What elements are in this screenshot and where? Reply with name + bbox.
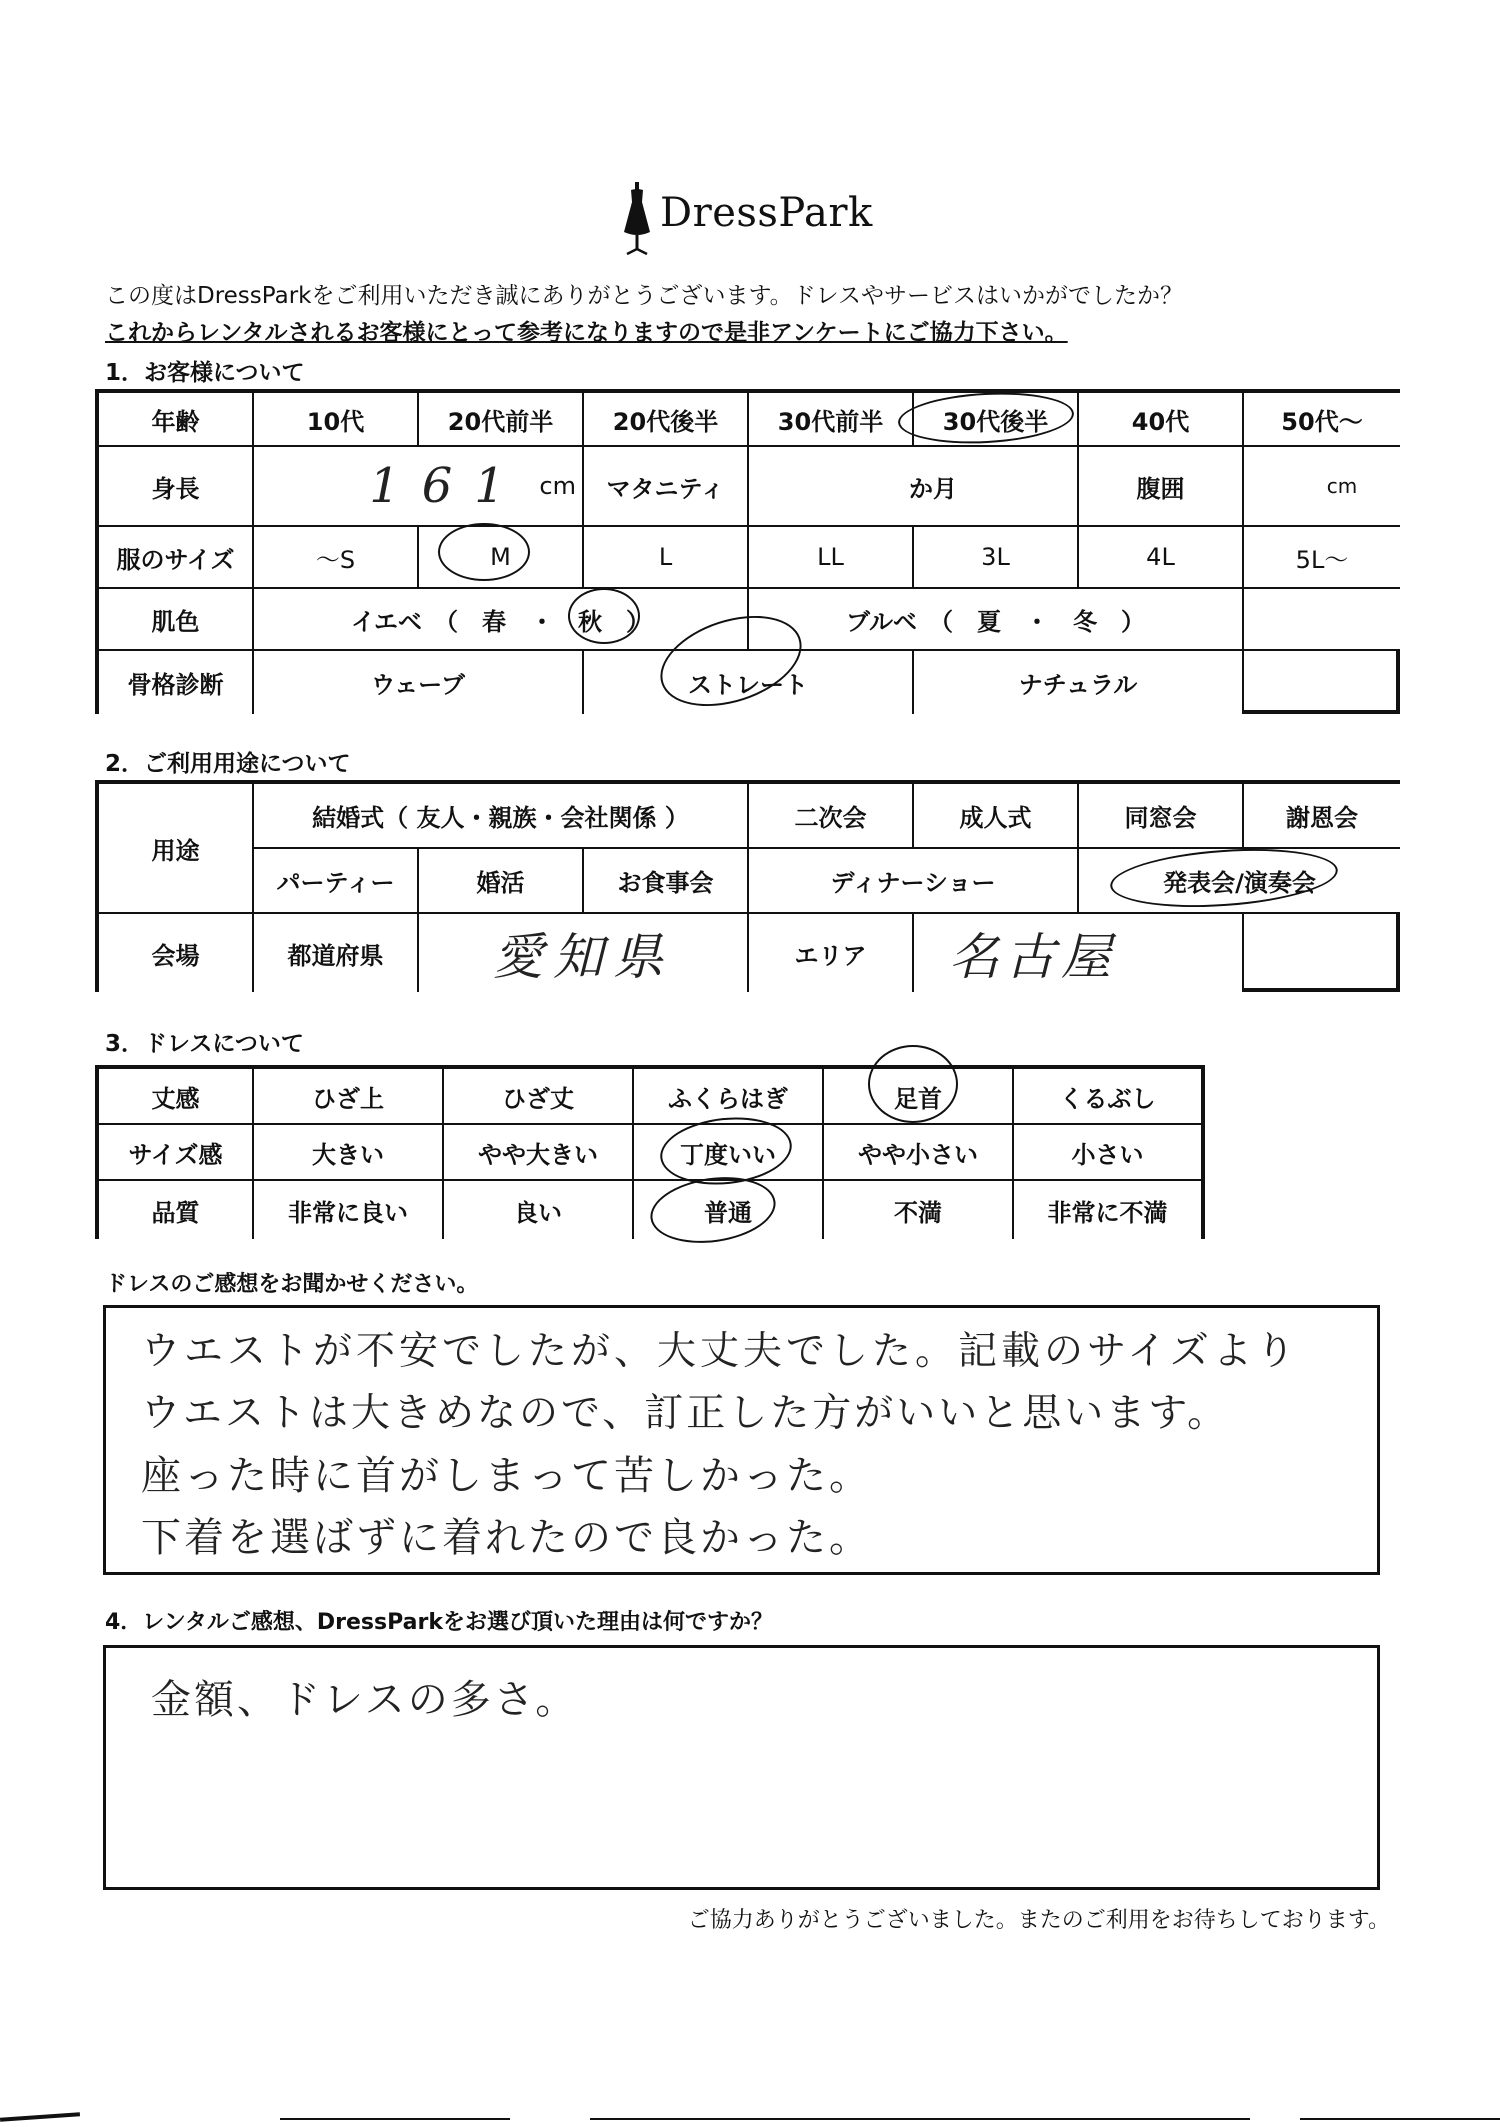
age-option[interactable]: 30代前半 — [749, 393, 914, 447]
usage-option[interactable]: 結婚式（ 友人・親族・会社関係 ） — [254, 784, 749, 849]
usage-option[interactable]: パーティー — [254, 849, 419, 914]
prefecture-value: 愛知県 — [493, 928, 673, 986]
age-label: 年齢 — [99, 393, 254, 447]
scan-artifact — [590, 2118, 1250, 2120]
dress-mannequin-icon — [620, 180, 654, 258]
size-option[interactable]: 3L — [914, 527, 1079, 589]
length-option[interactable]: ひざ上 — [254, 1069, 444, 1125]
comment-line: 座った時に首がしまって苦しかった。 — [141, 1453, 872, 1499]
size-selection-circle — [438, 523, 530, 581]
usage-option[interactable]: 謝恩会 — [1244, 784, 1400, 849]
frame-option[interactable]: ストレート — [584, 651, 914, 714]
comment-line: ウエストは大きめなので、訂正した方がいいと思います。 — [141, 1391, 1230, 1436]
area-label: エリア — [749, 914, 914, 992]
skin-label: 肌色 — [99, 589, 254, 651]
usage-option[interactable]: ディナーショー — [749, 849, 1079, 914]
length-option[interactable]: 足首 — [824, 1069, 1014, 1125]
skin-blue-option[interactable]: ブルベ （ 夏 ・ 冬 ） — [749, 589, 1244, 651]
comment-box[interactable] — [103, 1305, 1380, 1575]
fit-option[interactable]: 小さい — [1014, 1125, 1201, 1181]
section-2-title: 2．ご利用用途について — [105, 751, 351, 777]
height-value: 161 — [369, 458, 527, 514]
maternity-field[interactable] — [749, 447, 1079, 527]
area-value: 名古屋 — [949, 928, 1117, 986]
venue-label: 会場 — [99, 914, 254, 992]
venue-empty — [1244, 914, 1400, 992]
usage-label: 用途 — [99, 784, 254, 914]
section-3-title: 3．ドレスについて — [105, 1031, 304, 1057]
skin-yellow-option[interactable]: イエベ （ 春 ・ 秋 ） — [254, 589, 749, 651]
usage-option[interactable]: 婚活 — [419, 849, 584, 914]
prefecture-label: 都道府県 — [254, 914, 419, 992]
usage-option[interactable]: 同窓会 — [1079, 784, 1244, 849]
frame-option[interactable]: ウェーブ — [254, 651, 584, 714]
length-option[interactable]: ふくらはぎ — [634, 1069, 824, 1125]
quality-option[interactable]: 非常に不満 — [1014, 1181, 1201, 1239]
frame-option[interactable]: ナチュラル — [914, 651, 1244, 714]
height-label: 身長 — [99, 447, 254, 527]
comment-title: ドレスのご感想をお聞かせください。 — [105, 1272, 479, 1297]
fit-option[interactable]: やや小さい — [824, 1125, 1014, 1181]
fit-option[interactable]: 大きい — [254, 1125, 444, 1181]
reason-box[interactable] — [103, 1645, 1380, 1890]
size-option[interactable]: L — [584, 527, 749, 589]
maternity-label: マタニティ — [584, 447, 749, 527]
scan-artifact — [280, 2118, 510, 2120]
footer-thanks: ご協力ありがとうございました。またのご利用をお待ちしております。 — [687, 1908, 1390, 1933]
size-option[interactable]: M — [419, 527, 584, 589]
usage-option[interactable]: 発表会/演奏会 — [1079, 849, 1400, 914]
logo-text: DressPark — [660, 190, 873, 236]
length-option[interactable]: くるぶし — [1014, 1069, 1201, 1125]
scan-artifact — [0, 2112, 80, 2122]
age-option[interactable]: 50代～ — [1244, 393, 1400, 447]
length-selection-circle — [868, 1045, 958, 1123]
section-4-title: 4．レンタルご感想、DressParkをお選び頂いた理由は何ですか？ — [105, 1610, 773, 1635]
area-field[interactable] — [914, 914, 1244, 992]
frame-label: 骨格診断 — [99, 651, 254, 714]
age-option[interactable]: 20代後半 — [584, 393, 749, 447]
maternity-unit: か月 — [909, 474, 957, 503]
size-label: 服のサイズ — [99, 527, 254, 589]
quality-option[interactable]: 不満 — [824, 1181, 1014, 1239]
fit-option[interactable]: やや大きい — [444, 1125, 634, 1181]
waist-field[interactable] — [1244, 447, 1400, 527]
size-option[interactable]: 5L～ — [1244, 527, 1400, 589]
skin-selection-circle — [568, 588, 640, 644]
height-unit: cm — [539, 472, 576, 500]
waist-label: 腹囲 — [1079, 447, 1244, 527]
age-option[interactable]: 20代前半 — [419, 393, 584, 447]
size-option[interactable]: ～S — [254, 527, 419, 589]
waist-unit: cm — [1326, 474, 1358, 498]
size-option[interactable]: 4L — [1079, 527, 1244, 589]
comment-line: ウエストが不安でしたが、大丈夫でした。記載のサイズより — [141, 1329, 1299, 1374]
age-option[interactable]: 10代 — [254, 393, 419, 447]
dresspark-logo — [620, 180, 880, 260]
usage-option[interactable]: 成人式 — [914, 784, 1079, 849]
quality-option[interactable]: 非常に良い — [254, 1181, 444, 1239]
quality-label: 品質 — [99, 1181, 254, 1239]
age-option[interactable]: 30代後半 — [914, 393, 1079, 447]
quality-option[interactable]: 普通 — [634, 1181, 824, 1239]
reason-answer: 金額、ドレスの多さ。 — [151, 1677, 579, 1723]
intro-line-2: これからレンタルされるお客様にとって参考になりますので是非アンケートにご協力下さい。 — [105, 320, 1068, 346]
prefecture-field[interactable] — [419, 914, 749, 992]
age-option[interactable]: 40代 — [1079, 393, 1244, 447]
skin-empty — [1244, 589, 1400, 651]
section-1-title: 1．お客様について — [105, 360, 305, 386]
comment-line: 下着を選ばずに着れたので良かった。 — [141, 1515, 872, 1561]
height-field[interactable] — [254, 447, 584, 527]
intro-line-1: この度はDressParkをご利用いただき誠にありがとうございます。ドレスやサービスはいかがでしたか？ — [105, 283, 1183, 309]
length-label: 丈感 — [99, 1069, 254, 1125]
scan-artifact — [1300, 2118, 1500, 2120]
size-option[interactable]: LL — [749, 527, 914, 589]
usage-option[interactable]: お食事会 — [584, 849, 749, 914]
usage-option[interactable]: 二次会 — [749, 784, 914, 849]
quality-option[interactable]: 良い — [444, 1181, 634, 1239]
length-option[interactable]: ひざ丈 — [444, 1069, 634, 1125]
fit-option[interactable]: 丁度いい — [634, 1125, 824, 1181]
fit-label: サイズ感 — [99, 1125, 254, 1181]
